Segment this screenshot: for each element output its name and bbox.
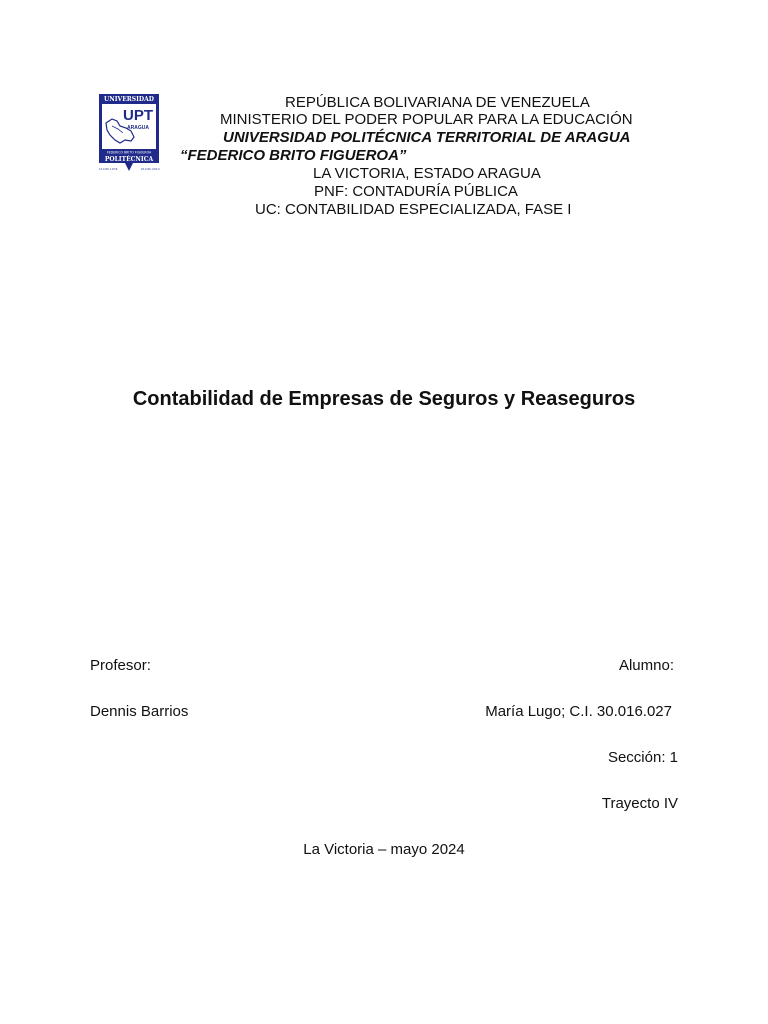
logo-top-text: UNIVERSIDAD <box>104 96 154 103</box>
logo-date-right: 16.DIC.2010 <box>140 167 160 171</box>
professor-name: Dennis Barrios <box>90 703 189 720</box>
logo-bottom-text: POLITÉCNICA <box>104 156 154 163</box>
header-ministry: MINISTERIO DEL PODER POPULAR PARA LA EDUCACIÓN <box>220 111 633 128</box>
footer-place-date: La Victoria – mayo 2024 <box>303 841 465 858</box>
header-program: PNF: CONTADURÍA PÚBLICA <box>314 183 518 200</box>
logo-acronym: UPT <box>123 107 153 124</box>
professor-label: Profesor: <box>90 657 151 674</box>
header-course: UC: CONTABILIDAD ESPECIALIZADA, FASE I <box>255 201 572 218</box>
logo-region: ARAGUA <box>127 125 149 131</box>
header-location: LA VICTORIA, ESTADO ARAGUA <box>313 165 541 182</box>
student-section: Sección: 1 <box>607 749 678 766</box>
header-university: UNIVERSIDAD POLITÉCNICA TERRITORIAL DE ARAGUA <box>223 129 631 146</box>
student-label: Alumno: <box>618 657 674 674</box>
university-logo <box>98 93 160 173</box>
document-title: Contabilidad de Empresas de Seguros y Reaseguros <box>132 388 636 410</box>
student-trayecto: Trayecto IV <box>601 795 678 812</box>
header-university-name: “FEDERICO BRITO FIGUEROA” <box>180 147 407 164</box>
logo-date-left: 12.DIC.1974 <box>98 167 118 171</box>
student-name: María Lugo; C.I. 30.016.027 <box>485 703 672 720</box>
header-republic: REPÚBLICA BOLIVARIANA DE VENEZUELA <box>285 94 590 111</box>
logo-motto: FEDERICO BRITO FIGUEROA <box>106 150 152 155</box>
